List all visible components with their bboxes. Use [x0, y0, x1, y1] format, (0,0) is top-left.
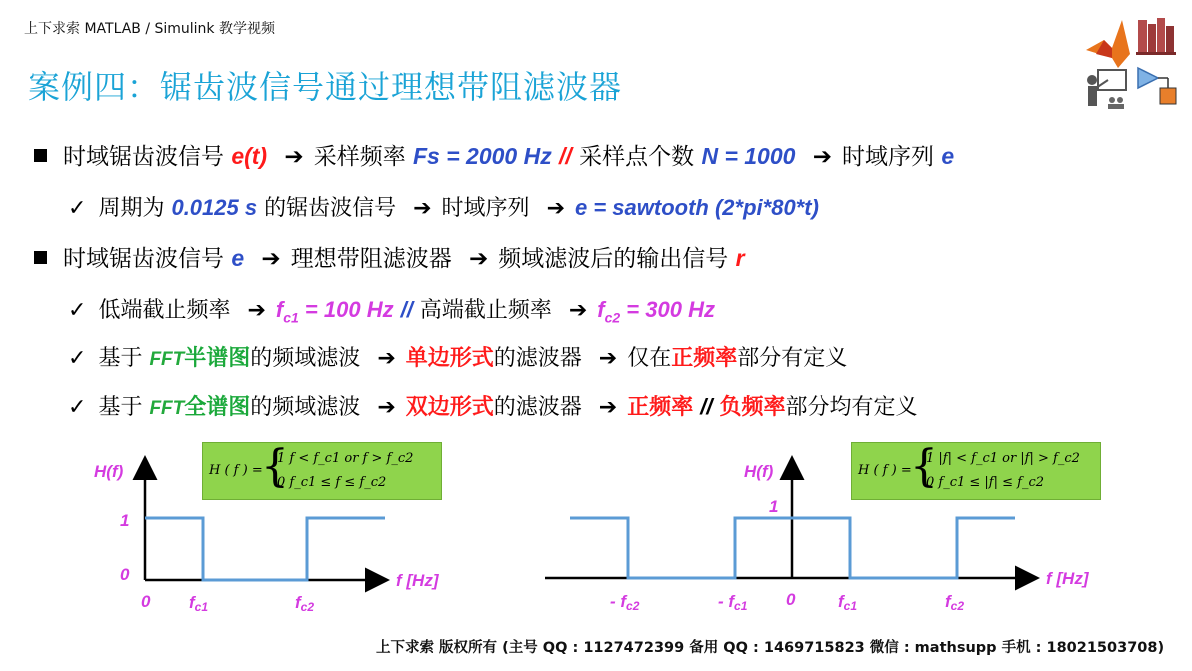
separator: // [400, 297, 413, 322]
separator: // [700, 394, 713, 419]
period-value: 0.0125 s [171, 195, 258, 220]
x-tick-neg-fc2: - fc2 [610, 592, 640, 613]
fc2-value: $f_{c2} = 300$ Hz [597, 297, 715, 326]
filter-response-line [145, 518, 385, 580]
y-tick-1: 1 [120, 511, 130, 530]
checkmark-icon: ✓ [68, 346, 87, 371]
simulink-block-icon [1138, 68, 1176, 104]
teacher-board-icon [1087, 70, 1126, 109]
text: 的频域滤波 [250, 395, 361, 420]
x-axis-label: f [Hz] [1046, 569, 1089, 588]
x-tick-fc1: fc1 [189, 593, 209, 614]
brace-icon: { [910, 441, 938, 492]
text: 频域滤波后的输出信号 [498, 246, 729, 272]
y-tick-0: 0 [120, 565, 130, 584]
bullet-square-icon [34, 251, 47, 264]
bullet-square-icon [34, 149, 47, 162]
sample-count-value: N = 1000 [701, 143, 796, 169]
chart-two-sided [520, 440, 1120, 630]
bullet-2 [34, 240, 745, 273]
arrow-right-icon: ➔ [469, 246, 489, 272]
arrow-right-icon: ➔ [812, 144, 833, 170]
checkmark-icon: ✓ [68, 395, 87, 420]
positive-frequency-label: 正频率 [627, 395, 694, 420]
text: 时域锯齿波信号 [63, 246, 224, 272]
books-icon [1136, 18, 1176, 55]
text: 周期为 [98, 196, 165, 221]
text: 时域序列 [842, 144, 935, 170]
matlab-logo-icon [1086, 20, 1130, 68]
sub-bullet-4 [68, 390, 918, 421]
text: 部分有定义 [737, 346, 848, 371]
copyright-footer: 上下求索 版权所有 (主号 QQ : 1127472399 备用 QQ : 1469715823 微信 : mathsupp 手机 : 18021503708) [376, 640, 1165, 656]
x-tick-fc1: fc1 [838, 592, 858, 613]
chart-one-sided [0, 440, 470, 630]
formula-lhs: H ( f ) = [858, 463, 912, 478]
text: 部分均有定义 [785, 395, 918, 420]
one-sided-label: 单边形式 [405, 346, 494, 371]
arrow-right-icon: ➔ [413, 196, 432, 221]
text: 的频域滤波 [250, 346, 361, 371]
sawtooth-expression: e = sawtooth (2*pi*80*t) [575, 195, 819, 220]
text: 的滤波器 [493, 395, 582, 420]
formula-row-1: 1 |f| < f_c1 or |f| > f_c2 [926, 451, 1080, 466]
sequence-e: e [941, 143, 955, 169]
y-tick-1: 1 [769, 497, 779, 516]
arrow-right-icon: ➔ [377, 395, 396, 420]
signal-e-t: e(t) [231, 143, 268, 169]
text: 采样频率 [313, 144, 406, 170]
text: 理想带阻滤波器 [290, 246, 452, 272]
output-r: r [735, 245, 745, 271]
half-spectrum-label: 半谱图 [184, 346, 251, 371]
separator: // [559, 143, 572, 169]
arrow-right-icon: ➔ [247, 298, 266, 323]
arrow-right-icon: ➔ [377, 346, 396, 371]
brace-icon: { [261, 441, 289, 492]
slide-title: 案例四：锯齿波信号通过理想带阻滤波器 [28, 68, 623, 106]
text: 基于 [98, 395, 143, 420]
fft-label: FFT [149, 398, 185, 419]
formula-row-2: 0 f_c1 ≤ f ≤ f_c2 [277, 475, 387, 490]
arrow-right-icon: ➔ [546, 196, 565, 221]
x-tick-fc2: fc2 [295, 593, 315, 614]
fft-label: FFT [149, 349, 185, 370]
text: 时域序列 [441, 196, 530, 221]
full-spectrum-label: 全谱图 [184, 395, 251, 420]
sub-bullet-1 [68, 191, 819, 222]
text: 低端截止频率 [98, 298, 231, 323]
sub-bullet-2 [68, 293, 715, 325]
top-caption: 上下求索 MATLAB / Simulink 教学视频 [24, 21, 275, 37]
text: 采样点个数 [579, 144, 695, 170]
fc1-value: $f_{c1} = 100$ Hz [275, 297, 394, 326]
logo-group [1082, 14, 1182, 114]
y-axis-label: H(f) [94, 462, 124, 481]
arrow-right-icon: ➔ [598, 395, 618, 420]
bullet-1 [34, 138, 954, 171]
sample-rate-value: Fs = 2000 Hz [413, 143, 552, 169]
text: 的滤波器 [493, 346, 582, 371]
checkmark-icon: ✓ [68, 196, 87, 221]
x-tick-0: 0 [141, 592, 151, 611]
x-tick-fc2: fc2 [945, 592, 965, 613]
formula-lhs: H ( f ) = [209, 463, 263, 478]
positive-frequency-label: 正频率 [671, 346, 738, 371]
formula-row-1: 1 f < f_c1 or f > f_c2 [277, 451, 414, 466]
negative-frequency-label: 负频率 [719, 395, 786, 420]
formula-row-2: 0 f_c1 ≤ |f| ≤ f_c2 [926, 475, 1045, 490]
text: 高端截止频率 [419, 298, 552, 323]
text: 仅在 [627, 346, 672, 371]
checkmark-icon: ✓ [68, 298, 87, 323]
x-tick-neg-fc1: - fc1 [718, 592, 748, 613]
arrow-right-icon: ➔ [598, 346, 618, 371]
text: 基于 [98, 346, 143, 371]
x-tick-0: 0 [786, 590, 796, 609]
arrow-right-icon: ➔ [261, 246, 281, 272]
two-sided-label: 双边形式 [405, 395, 494, 420]
x-axis-label: f [Hz] [396, 571, 439, 590]
text: 时域锯齿波信号 [63, 144, 224, 170]
arrow-right-icon: ➔ [284, 144, 304, 170]
sub-bullet-3 [68, 341, 847, 372]
y-axis-label: H(f) [744, 462, 774, 481]
sequence-e: e [231, 245, 245, 271]
arrow-right-icon: ➔ [568, 298, 588, 323]
text: 的锯齿波信号 [264, 196, 397, 221]
